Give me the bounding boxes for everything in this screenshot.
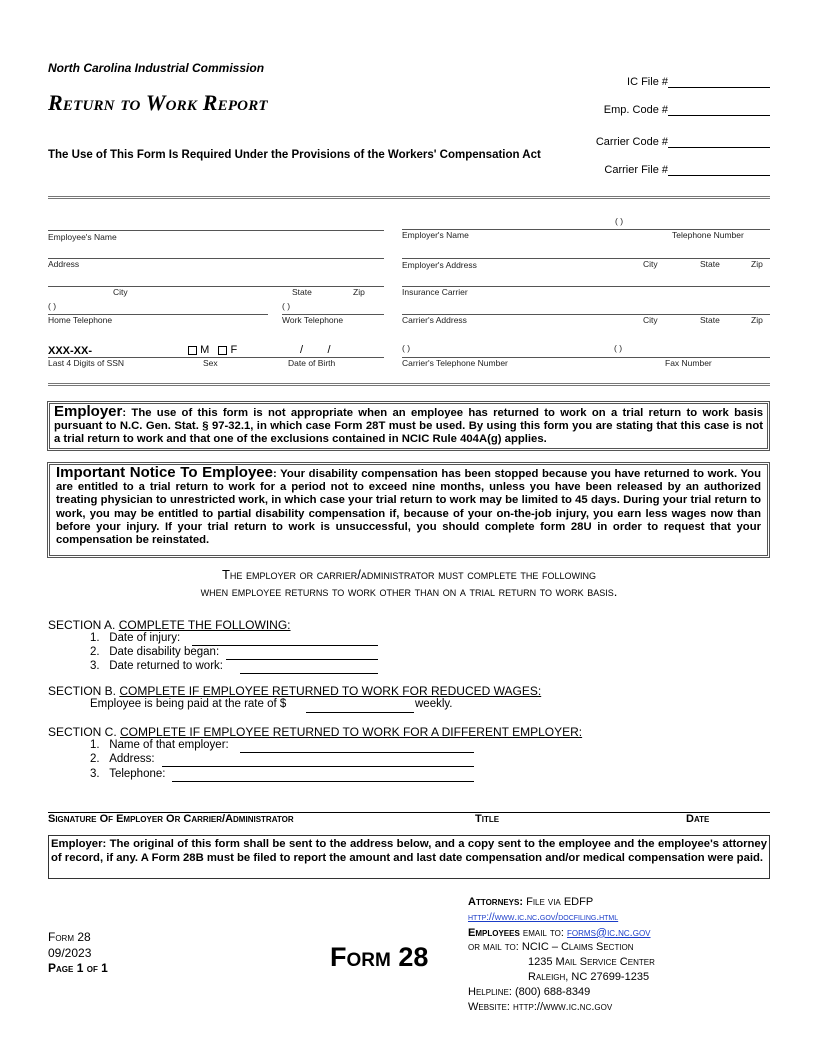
section-c-item-3: 3. Telephone: [90, 768, 166, 780]
employees-text: email to: [522, 926, 564, 939]
employee-notice-text: : Your disability compensation has been stopped because you have returned to work. You are entitled to a trial return to work for a period not to exceed nine months, unless you have been released by an authorized treating physician to unrestricted work, in which case your trial return to work may be limited to 45 days. During your trial return to work, you may be entitled to partial disability compensation if, because of your on-the-job injury, you earn less wages now than before your injury. If your trial return to work is unsuccessful, you should complete form 28U in order to request that your compensation be reinstated. [56, 468, 761, 547]
employee-notice-heading: Important Notice To Employee [56, 464, 273, 481]
ssn-value: XXX-XX- [48, 345, 93, 357]
employer-notice-text: : The use of this form is not appropriate when an employee has returned to work on a trial return to work basis pursuant to N.C. Gen. Stat. § 97-32.1, in which case Form 28T must be used. By using this form you are stating that this case is not a trial return to work and that one of the exclusions contained in NCIC Rule 404A(g) applies. [54, 407, 763, 445]
carrier-address-label: Carrier's Address [402, 315, 467, 325]
title-label: Title [475, 813, 500, 825]
agency-name: North Carolina Industrial Commission [48, 61, 265, 75]
sex-f-label: F [230, 344, 238, 356]
instruction-line-2: when employee returns to work other than on a trial return to work basis. [200, 584, 618, 599]
mail-label: or mail to: [468, 941, 519, 954]
page-of: of [86, 961, 98, 975]
employees-label: Employees [468, 926, 520, 939]
new-employer-address-input[interactable] [162, 766, 474, 767]
address-label: Address [48, 259, 80, 269]
work-phone-paren: ( ) [282, 301, 291, 311]
edfp-link[interactable]: http://www.ic.nc.gov/docfiling.html [468, 911, 619, 923]
date-disability-began-input[interactable] [226, 659, 378, 660]
new-employer-name-label: Name of that employer: [109, 739, 229, 751]
page-total: 1 [101, 961, 108, 975]
section-a-item-1: 1. Date of injury: [90, 632, 181, 644]
section-c-title: COMPLETE IF EMPLOYEE RETURNED TO WORK FOR A DIFFERENT EMPLOYER: [120, 725, 583, 739]
carrier-state-label: State [700, 315, 720, 325]
new-employer-name-input[interactable] [240, 752, 474, 753]
section-a-item-2: 2. Date disability began: [90, 646, 220, 658]
address-line-2: Raleigh, NC 27699-1235 [528, 970, 650, 983]
new-employer-phone-input[interactable] [172, 781, 474, 782]
website-label: Website: [468, 1000, 510, 1013]
insurance-carrier-label: Insurance Carrier [402, 287, 468, 297]
footer-date: 09/2023 [48, 946, 92, 960]
fax-paren: ( ) [614, 343, 623, 353]
new-employer-address-label: Address: [109, 753, 155, 765]
new-employer-phone-label: Telephone: [109, 768, 166, 780]
dob-label: Date of Birth [288, 358, 336, 368]
employer-zip-label: Zip [751, 259, 763, 269]
contact-block [468, 895, 768, 1014]
date-returned-label: Date returned to work: [109, 660, 223, 672]
mail-line [468, 940, 768, 955]
employee-state-label: State [292, 287, 312, 297]
section-c-prefix: SECTION C. [48, 725, 117, 739]
section-b-title: COMPLETE IF EMPLOYEE RETURNED TO WORK FOR REDUCED WAGES: [119, 684, 542, 698]
section-c-item-2: 2. Address: [90, 753, 155, 765]
address-line-1: 1235 Mail Service Center [528, 956, 655, 969]
city-state-zip-line[interactable] [48, 286, 384, 287]
section-a-title: COMPLETE THE FOLLOWING: [118, 618, 291, 632]
carrier-phone-paren: ( ) [402, 343, 411, 353]
section-c-heading [48, 725, 582, 739]
attorneys-label: Attorneys: [468, 896, 524, 908]
date-returned-input[interactable] [240, 673, 378, 674]
carrier-zip-label: Zip [751, 315, 763, 325]
carrier-file-field[interactable] [560, 164, 770, 176]
helpline-label: Helpline: [468, 985, 512, 998]
carrier-city-label: City [643, 315, 658, 325]
helpline-line [468, 985, 768, 1000]
weekly-label: weekly. [415, 698, 453, 710]
employee-name-line[interactable] [48, 230, 384, 231]
form-subtitle: The Use of This Form Is Required Under the Provisions of the Workers' Compensation Act [48, 149, 541, 161]
date-of-injury-label: Date of injury: [109, 632, 181, 644]
edfp-line [468, 910, 768, 926]
attorneys-text: File via EDFP [526, 896, 594, 908]
helpline-number: (800) 688-8349 [514, 985, 591, 998]
footer-big-title: Form 28 [330, 942, 429, 972]
address-line[interactable] [48, 258, 384, 259]
page-prefix: Page [48, 961, 74, 975]
footer-form-label: Form 28 [48, 930, 91, 944]
section-a-heading [48, 618, 291, 632]
attorneys-line [468, 895, 768, 910]
bottom-notice: Employer: The original of this form shall be sent to the address below, and a copy sent to the employee and the employee's attorney of record, if any. A Form 28B must be filed to report the amount and last date compensation and/or medical compensation were paid. [48, 835, 770, 879]
employer-state-label: State [700, 259, 720, 269]
footer-page [48, 961, 108, 975]
employer-city-label: City [643, 259, 658, 269]
ic-file-label: IC File # [627, 76, 668, 88]
ssn-label: Last 4 Digits of SSN [48, 358, 125, 368]
sex-label: Sex [203, 358, 218, 368]
website-line [468, 1000, 768, 1015]
date-label: Date [686, 813, 710, 825]
dob-value: / / [300, 344, 331, 356]
carrier-file-label: Carrier File # [604, 164, 668, 176]
emp-code-field[interactable] [560, 104, 770, 116]
section-c-item-1: 1. Name of that employer: [90, 739, 229, 751]
section-b-prefix: SECTION B. [48, 684, 117, 698]
carrier-phone-label: Carrier's Telephone Number [402, 358, 508, 368]
sex-m-label: M [200, 344, 210, 356]
employees-line [468, 926, 768, 941]
employee-city-label: City [113, 287, 128, 297]
employer-phone-label: Telephone Number [672, 230, 744, 240]
wage-rate-label: Employee is being paid at the rate of $ [90, 698, 287, 710]
date-of-injury-input[interactable] [192, 645, 378, 646]
form-title: Return to Work Report [48, 90, 268, 115]
employee-notice [47, 462, 770, 558]
employer-address-label: Employer's Address [402, 260, 477, 270]
date-disability-began-label: Date disability began: [109, 646, 220, 658]
section-b-heading [48, 684, 541, 698]
employee-name-label: Employee's Name [48, 232, 117, 242]
parties-divider [48, 383, 770, 386]
work-phone-label: Work Telephone [282, 315, 344, 325]
employer-notice-heading: Employer [54, 403, 123, 420]
employer-notice [47, 401, 770, 451]
sex-options [188, 344, 237, 356]
carrier-code-field[interactable] [560, 136, 770, 148]
ic-file-field[interactable] [560, 76, 770, 88]
section-a-item-3: 3. Date returned to work: [90, 660, 223, 672]
home-phone-paren: ( ) [48, 301, 57, 311]
home-phone-label: Home Telephone [48, 315, 113, 325]
sex-f-checkbox[interactable] [218, 346, 227, 355]
employer-name-label: Employer's Name [402, 230, 469, 240]
wage-rate-row [90, 698, 286, 710]
carrier-code-label: Carrier Code # [595, 136, 668, 148]
employee-zip-label: Zip [353, 287, 365, 297]
email-link[interactable]: forms@ic.nc.gov [567, 926, 651, 939]
sex-m-checkbox[interactable] [188, 346, 197, 355]
employer-phone-paren: ( ) [615, 216, 624, 226]
signature-label: Signature Of Employer Or Carrier/Administrator [48, 813, 294, 825]
page-number: 1 [76, 961, 84, 975]
wage-rate-input[interactable] [306, 712, 414, 713]
section-a-prefix: SECTION A. [48, 618, 116, 632]
instruction-heading [48, 566, 770, 600]
header-divider [48, 196, 770, 199]
fax-label: Fax Number [665, 358, 712, 368]
instruction-line-1: The employer or carrier/administrator must complete the following [221, 567, 597, 582]
mail-to: NCIC – Claims Section [521, 941, 634, 954]
website-url[interactable]: http://www.ic.nc.gov [512, 1000, 613, 1013]
emp-code-label: Emp. Code # [603, 104, 668, 116]
